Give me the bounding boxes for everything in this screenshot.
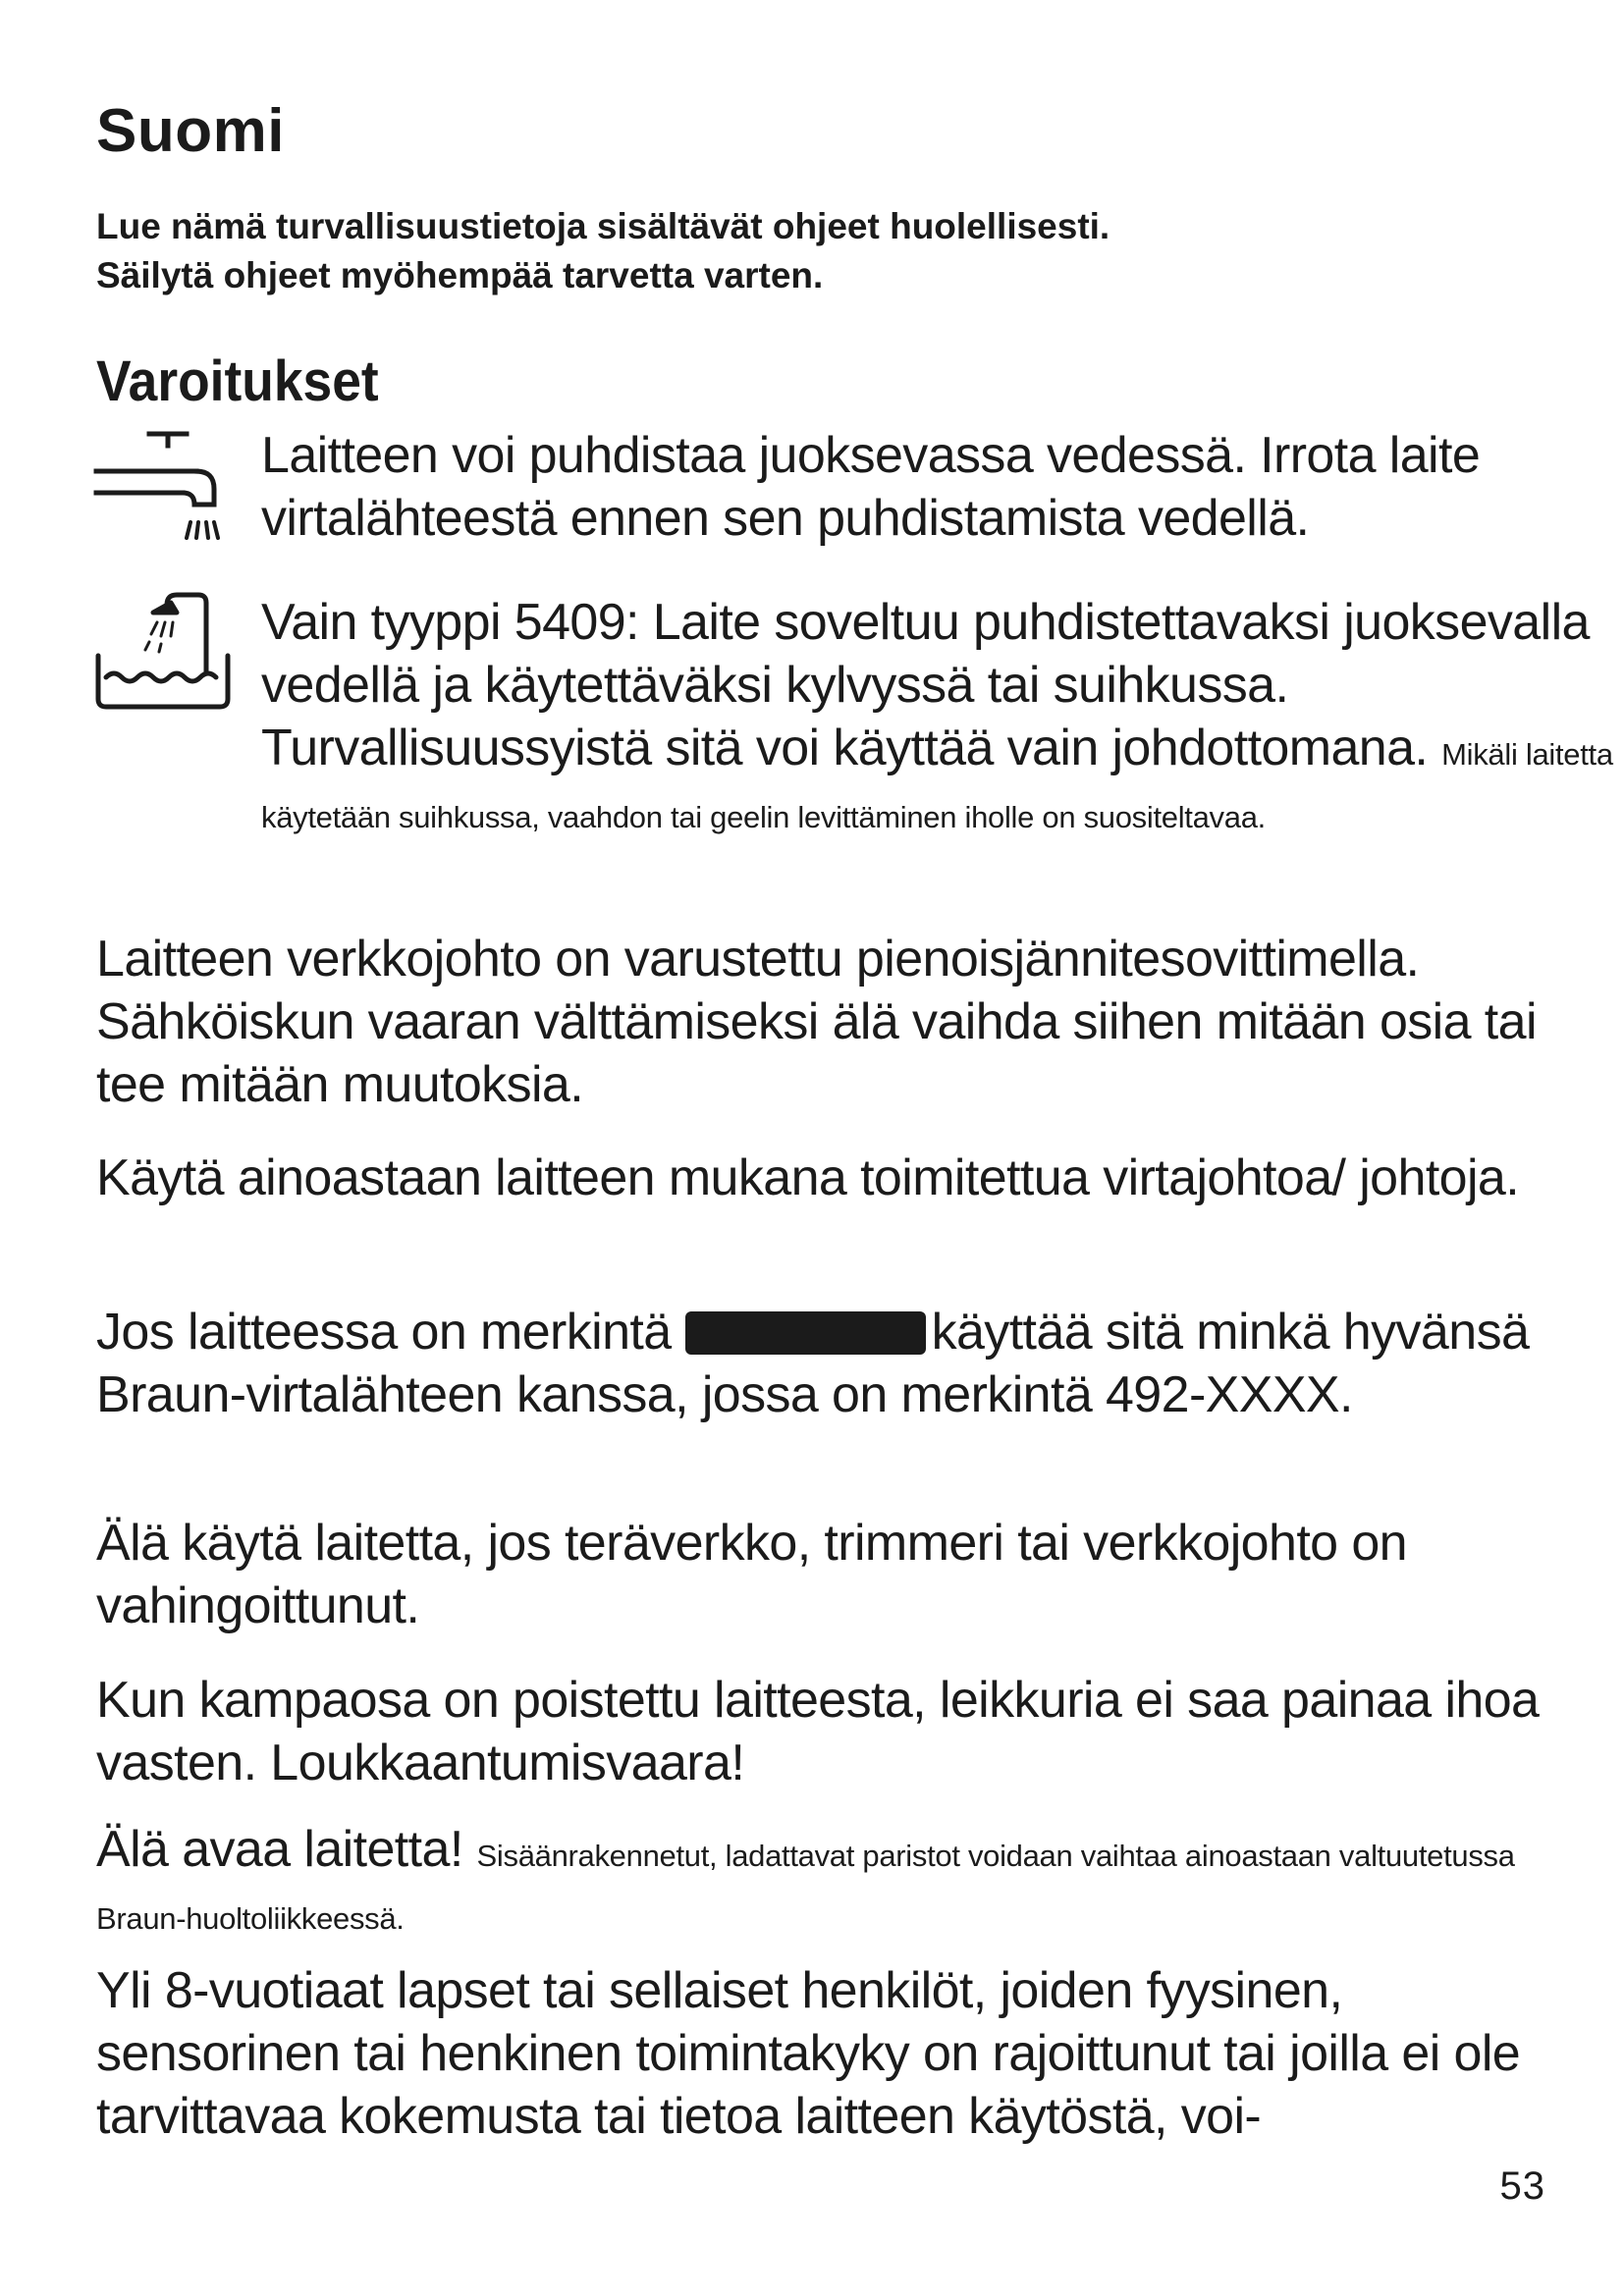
- bathtub-shower-icon: [88, 591, 236, 719]
- do-not-open-paragraph: [96, 1818, 1549, 1944]
- intro-instructions: [96, 202, 1549, 300]
- do-not-open-note: Sisäänrakennetut, ladattavat paristot voidaan vaihtaa ainoastaan valtuutetussa Braun-huoltoliikkeessä.: [96, 1839, 1515, 1936]
- power-cord-paragraph: Laitteen verkkojohto on varustettu pienoisjännitesovittimella. Sähköiskun vaaran välttämiseksi älä vaihda siihen mitään osia tai tee mitään muutoksia.: [96, 931, 1537, 1113]
- page-number: 53: [1499, 2164, 1545, 2208]
- comb-removed-paragraph: Kun kampaosa on poistettu laitteesta, leikkuria ei saa painaa ihoa vasten. Loukkaantumisvaara!: [96, 1672, 1540, 1791]
- intro-line-1: Lue nämä turvallisuustietoja sisältävät ohjeet huolellisesti.: [96, 206, 1110, 246]
- do-not-open-text: Älä avaa laitetta!: [96, 1821, 463, 1878]
- language-heading: Suomi: [96, 97, 285, 165]
- supplied-cord-paragraph: Käytä ainoastaan laitteen mukana toimitettua virtajohtoa/ johtoja.: [96, 1149, 1520, 1206]
- bath-shower-text: Vain tyyppi 5409: Laite soveltuu puhdistettavaksi juoksevalla vedellä ja käytettäväksi kylvyssä tai suihkussa. Turvallisuussyistä sitä voi käyttää vain johdottomana.: [261, 594, 1590, 776]
- faucet-icon: [88, 424, 226, 552]
- warnings-heading: Varoitukset: [96, 349, 379, 413]
- children-paragraph: Yli 8-vuotiaat lapset tai sellaiset henkilöt, joiden fyysinen, sensorinen tai henkinen toimintakyky on rajoittunut tai joilla ei ole tarvittavaa kokemusta tai tietoa laitteen käytöstä, voi-: [96, 1962, 1521, 2145]
- intro-line-2: Säilytä ohjeet myöhempää tarvetta varten.: [96, 255, 824, 295]
- redacted-marking: [685, 1311, 926, 1355]
- marking-text-before: Jos laitteessa on merkintä: [96, 1304, 672, 1361]
- damaged-paragraph: Älä käytä laitetta, jos teräverkko, trimmeri tai verkkojohto on vahingoittunut.: [96, 1515, 1407, 1634]
- bath-shower-note: Mikäli laitetta käytetään suihkussa, vaahdon tai geelin levittäminen iholle on suositeltavaa.: [261, 737, 1613, 834]
- water-cleaning-text: Laitteen voi puhdistaa juoksevassa vedessä. Irrota laite virtalähteestä ennen sen puhdistamista vedellä.: [261, 427, 1481, 547]
- bath-shower-text-block: [261, 591, 1624, 842]
- marking-paragraph: [96, 1301, 1549, 1426]
- marking-text-after: käyttää sitä minkä hyvänsä Braun-virtalähteen kanssa, jossa on merkintä 492-XXXX.: [96, 1304, 1530, 1423]
